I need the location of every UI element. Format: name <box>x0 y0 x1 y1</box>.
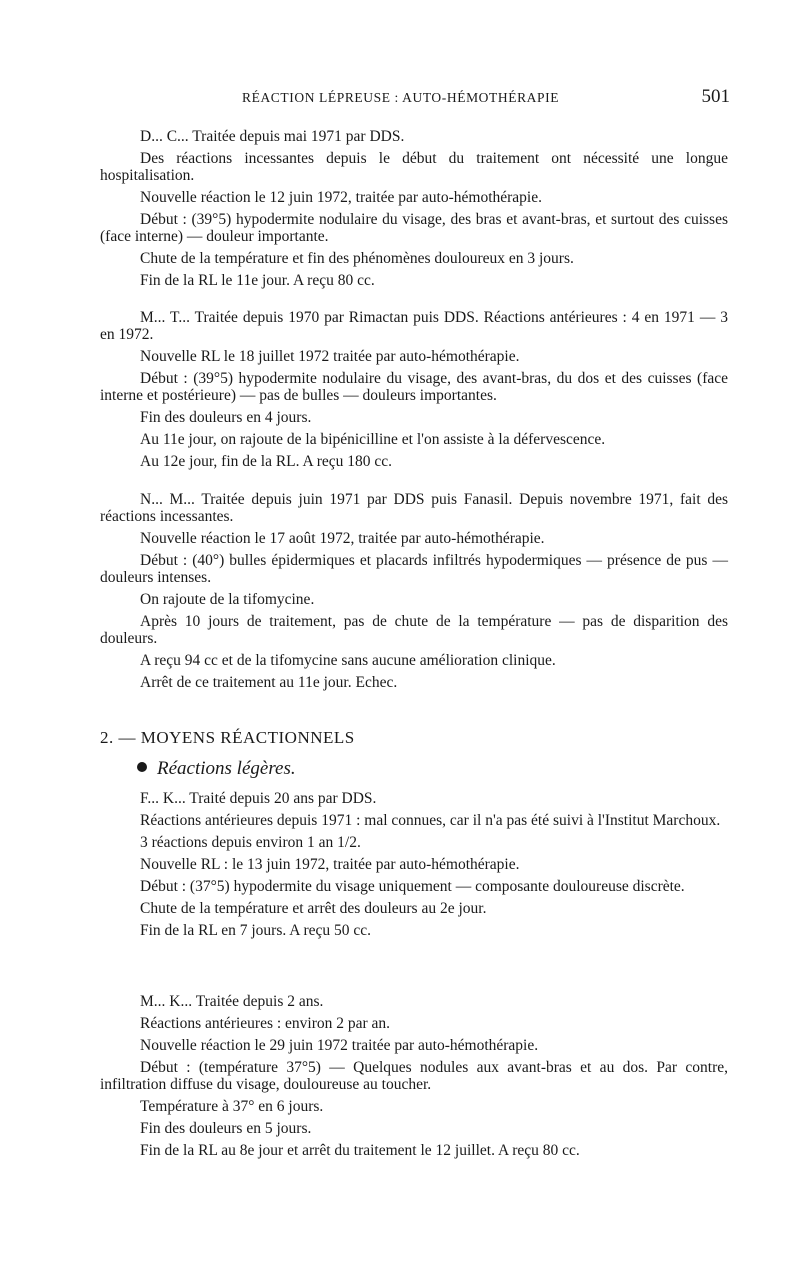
paragraph: Fin de la RL au 8e jour et arrêt du traitement le 12 juillet. A reçu 80 cc. <box>140 1142 580 1159</box>
paragraph: D... C... Traitée depuis mai 1971 par DDS. <box>140 128 405 145</box>
paragraph: Réactions antérieures : environ 2 par an. <box>140 1015 391 1032</box>
paragraph: Fin des douleurs en 4 jours. <box>140 409 312 426</box>
subheading-label: Réactions légères. <box>157 758 296 779</box>
paragraph: Nouvelle réaction le 29 juin 1972 traitée par auto-hémothérapie. <box>140 1037 539 1054</box>
case-block-nm <box>100 491 728 696</box>
paragraph: Nouvelle réaction le 17 août 1972, traitée par auto-hémothérapie. <box>140 530 545 547</box>
paragraph: A reçu 94 cc et de la tifomycine sans aucune amélioration clinique. <box>140 652 556 669</box>
paragraph: Nouvelle RL : le 13 juin 1972, traitée par auto-hémothérapie. <box>140 856 520 873</box>
paragraph: Réactions antérieures depuis 1971 : mal connues, car il n'a pas été suivi à l'Institut Marchoux. <box>140 812 721 829</box>
section-heading: 2. — MOYENS RÉACTIONNELS <box>100 728 355 747</box>
subheading <box>137 758 296 780</box>
paragraph: F... K... Traité depuis 20 ans par DDS. <box>140 790 377 807</box>
paragraph: Début : (39°5) hypodermite nodulaire du visage, des avant-bras, du dos et des cuisses (face interne et postérieure) — pas de bulles — douleurs importantes. <box>100 370 728 404</box>
paragraph: Température à 37° en 6 jours. <box>140 1098 324 1115</box>
paragraph: Chute de la température et arrêt des douleurs au 2e jour. <box>140 900 487 917</box>
paragraph: N... M... Traitée depuis juin 1971 par DDS puis Fanasil. Depuis novembre 1971, fait des réactions incessantes. <box>100 491 728 525</box>
paragraph: Début : (37°5) hypodermite du visage uniquement — composante douloureuse discrète. <box>140 878 685 895</box>
page-number: 501 <box>701 86 730 107</box>
paragraph: Fin des douleurs en 5 jours. <box>140 1120 312 1137</box>
case-block-mt <box>100 309 728 475</box>
bullet-icon <box>137 762 147 772</box>
case-block-dc <box>100 128 728 294</box>
paragraph: Nouvelle réaction le 12 juin 1972, traitée par auto-hémothérapie. <box>140 189 542 206</box>
case-block-fk <box>100 790 728 944</box>
paragraph: Arrêt de ce traitement au 11e jour. Echec. <box>140 674 398 691</box>
paragraph: Après 10 jours de traitement, pas de chute de la température — pas de disparition des douleurs. <box>100 613 728 647</box>
page-header <box>100 86 730 114</box>
paragraph: Nouvelle RL le 18 juillet 1972 traitée par auto-hémothérapie. <box>140 348 520 365</box>
paragraph: M... K... Traitée depuis 2 ans. <box>140 993 324 1010</box>
paragraph: 3 réactions depuis environ 1 an 1/2. <box>140 834 361 851</box>
paragraph: Au 11e jour, on rajoute de la bipénicilline et l'on assiste à la défervescence. <box>140 431 606 448</box>
paragraph: On rajoute de la tifomycine. <box>140 591 315 608</box>
paragraph: Fin de la RL le 11e jour. A reçu 80 cc. <box>140 272 375 289</box>
paragraph: Fin de la RL en 7 jours. A reçu 50 cc. <box>140 922 372 939</box>
case-block-mk <box>100 993 728 1164</box>
paragraph: Chute de la température et fin des phénomènes douloureux en 3 jours. <box>140 250 574 267</box>
running-title: RÉACTION LÉPREUSE : AUTO-HÉMOTHÉRAPIE <box>242 90 560 105</box>
paragraph: M... T... Traitée depuis 1970 par Rimactan puis DDS. Réactions antérieures : 4 en 1971 — 3 en 1972. <box>100 309 728 343</box>
paragraph: Début : (40°) bulles épidermiques et placards infiltrés hypodermiques — présence de pus — douleurs intenses. <box>100 552 728 586</box>
paragraph: Début : (39°5) hypodermite nodulaire du visage, des bras et avant-bras, et surtout des cuisses (face interne) — douleur importante. <box>100 211 728 245</box>
paragraph: Au 12e jour, fin de la RL. A reçu 180 cc. <box>140 453 393 470</box>
paragraph: Début : (température 37°5) — Quelques nodules aux avant-bras et au dos. Par contre, infiltration diffuse du visage, douloureuse au toucher. <box>100 1059 728 1093</box>
paragraph: Des réactions incessantes depuis le début du traitement ont nécessité une longue hospitalisation. <box>100 150 728 184</box>
